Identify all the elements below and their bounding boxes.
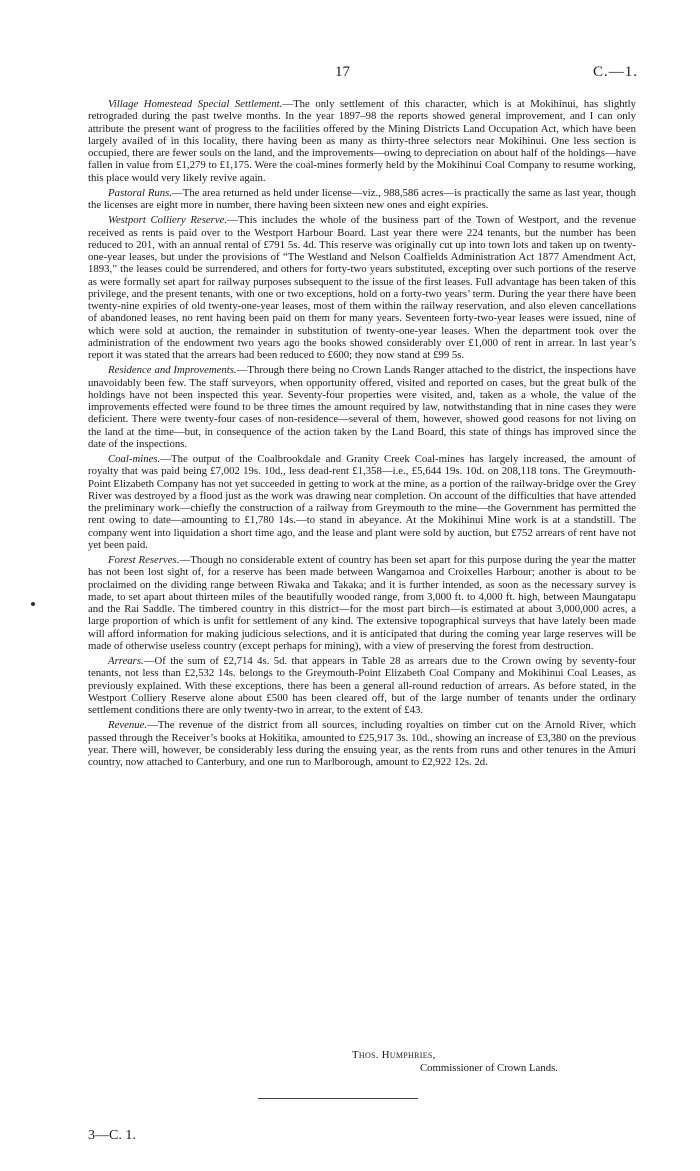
paragraph-coal-mines bbox=[88, 453, 636, 551]
paragraph-text: —The only settlement of this character, which is at Mokihinui, has slightly retrograded during the past twelve months. In the year 1897–98 the reports showed general improvement, and I can only attribute the present want of progress to the facilities offered by the Mining Districts Land Occupation Act, which have been largely availed of in this locality, there having been as many as thirty-three selectors near Mokihinui. One less section is occupied, there are fewer souls on the land, and the improvements—owing to depreciation on about half of the holdings—have fallen in value from £1,279 to £1,175. Were the coal-mines formerly held by the Mokihinui Coal Company to resume working, this place would very likely revive again. bbox=[88, 98, 637, 184]
paragraph-village-homestead bbox=[88, 98, 636, 184]
paragraph-heading: Village Homestead Special Settlement. bbox=[108, 98, 283, 110]
divider-rule bbox=[258, 1098, 418, 1099]
signature-block bbox=[88, 1049, 636, 1075]
paragraph-heading: Westport Colliery Reserve. bbox=[108, 214, 228, 227]
paragraph-text: —This includes the whole of the business part of the Town of Westport, and the revenue received as rents is paid over to the Westport Harbour Board. Last year there were 224 tenants, but the number has been reduced to 201, with an annual rental of £791 5s. 4d. This reserve was originally cut up into town lots and taken up on twenty-one-year leases, but under the provisions of “The Westland and Nelson Coalfields Administration Act 1877 Amendment Act, 1893,” the leases could be surrendered, and others for forty-two years substituted, excepting over such portions of the reserve as were formally set apart for railway purposes subsequent to the issue of the first leases. Full advantage has been taken of this privilege, and the present tenants, with one or two exceptions, hold on a forty-two years’ term. During the year there have been twenty-nine expiries of old twenty-one-year leases, most of them within the railway reservation, and also eleven cancellations of abandoned leases, no rent having been paid on them for many years. Seventeen forty-two-year leases were issued, nine of which were sold at auction, the remainder in substitution of twenty-one-year leases. When the department took over the administration of the endowment two years ago the books showed considerably over £1,000 of rent in arrear. In last year’s report it was stated that the arrears had been reduced to £600; they now stand at £99 5s. bbox=[88, 214, 636, 361]
paragraph-text: —Though no considerable extent of country has been set apart for this purpose during the year the matter has not been lost sight of, for a reserve has been made between Wangamoa and Croixelles Harbour; another is about to be proclaimed on the dividing range between Riwaka and Takaka; and it is further intended, as soon as the necessary survey is made, to set apart about thirteen miles of the beautifully wooded range, from 3,000 ft. to 4,000 ft. high, between Maungatapu and the Rai Saddle. The timbered country in this district—for the most part birch—is estimated at about 3,000,000 acres, a large proportion of which is unfit for settlement of any kind. The extensive topographical surveys that have lately been made will afford information for making judicious selections, and it is anticipated that during the coming year large reserves will be made of otherwise useless country (except perhaps for mining), with a view of preserving the forest from destruction. bbox=[88, 554, 636, 652]
paragraph-heading: Forest Reserves. bbox=[108, 554, 180, 566]
paragraph-pastoral-runs bbox=[88, 187, 636, 212]
paragraph-text: —The revenue of the district from all sources, including royalties on timber cut on the Arnold River, which passed through the Receiver’s books at Hokitika, amounted to £25,917 3s. 10d., showing an increase of £3,380 on the previous year. There will, however, be considerably less during the ensuing year, as the rents from runs and other tenures in the Amuri country, now attached to Canterbury, and one run to Marlborough, amount to £2,922 12s. 2d. bbox=[88, 719, 636, 768]
paragraph-forest-reserves bbox=[88, 554, 636, 652]
page-number: 17 bbox=[335, 64, 350, 80]
paragraph-text: —The area returned as held under license—viz., 988,586 acres—is practically the same as last year, though the licenses are eight more in number, there having been sixteen new ones and eight expiries. bbox=[88, 186, 636, 211]
paragraph-heading: Revenue. bbox=[108, 719, 148, 732]
paragraph-text: —Through there being no Crown Lands Ranger attached to the district, the inspections have unavoidably been few. The staff surveyors, when opportunity offered, visited and reported on cases, but the great bulk of the holdings have not been inspected this year. Seventy-four properties were visited, and, taken as a whole, the value of the improvements effected were found to be three times the amount required by law, notwithstanding that in nine cases they were deficient. There were twenty-four cases of non-residence—several of them, however, showed good reasons for not living on the land at the time—but, in consequence of the action taken by the Land Board, this state of things has improved since the date of the inspections. bbox=[88, 364, 637, 450]
signatory-title: Commissioner of Crown Lands. bbox=[420, 1062, 558, 1074]
paragraph-text: —The output of the Coalbrookdale and Granity Creek Coal-mines has largely increased, the amount of royalty that was paid being £7,002 19s. 10d., less dead-rent £1,358—i.e., £5,644 19s. 10d. on 208,118 tons. The Greymouth-Point Elizabeth Company has not yet succeeded in getting to work at the mine, as a portion of the railway-bridge over the Grey River was destroyed by a flood just as the work was drawing near completion. On account of the difficulties that have attended the preliminary work—chiefly the construction of a railway from Greymouth to the mine—the Government has permitted the rent owing to date—amounting to £1,780 14s.—to stand in abeyance. At the Mokihinui Mine work is at a standstill. The company went into liquidation a short time ago, and the lease and plant were sold by auction, but £752 arrears of rent have not yet been paid. bbox=[88, 453, 636, 551]
document-body bbox=[88, 98, 636, 771]
printer-signature-mark: 3—C. 1. bbox=[88, 1128, 136, 1143]
paragraph-residence bbox=[88, 364, 636, 450]
paragraph-arrears bbox=[88, 655, 636, 716]
paragraph-heading: Arrears. bbox=[108, 655, 144, 667]
paragraph-heading: Pastoral Runs. bbox=[108, 186, 173, 199]
margin-dot bbox=[31, 602, 35, 606]
page-header bbox=[88, 64, 638, 86]
document-reference: C.—1. bbox=[592, 64, 638, 80]
paragraph-revenue bbox=[88, 719, 636, 768]
signatory-name: Thos. Humphries, bbox=[352, 1049, 436, 1061]
paragraph-westport-colliery bbox=[88, 214, 636, 361]
paragraph-heading: Residence and Improvements. bbox=[108, 364, 237, 377]
paragraph-text: —Of the sum of £2,714 4s. 5d. that appears in Table 28 as arrears due to the Crown owing by seventy-four tenants, not less than £2,532 14s. belongs to the Greymouth-Point Elizabeth Coal Company and Mokihinui Coal Leases, as previously explained. With these exceptions, there has been a general all-round reduction of arrears. As before stated, in the Westport Colliery Reserve alone about £500 has been cleared off, but of the large number of tenants under the ordinary settlement conditions there are only twenty-two in arrear, to the extent of £43. bbox=[88, 655, 636, 716]
paragraph-heading: Coal-mines. bbox=[108, 453, 161, 465]
